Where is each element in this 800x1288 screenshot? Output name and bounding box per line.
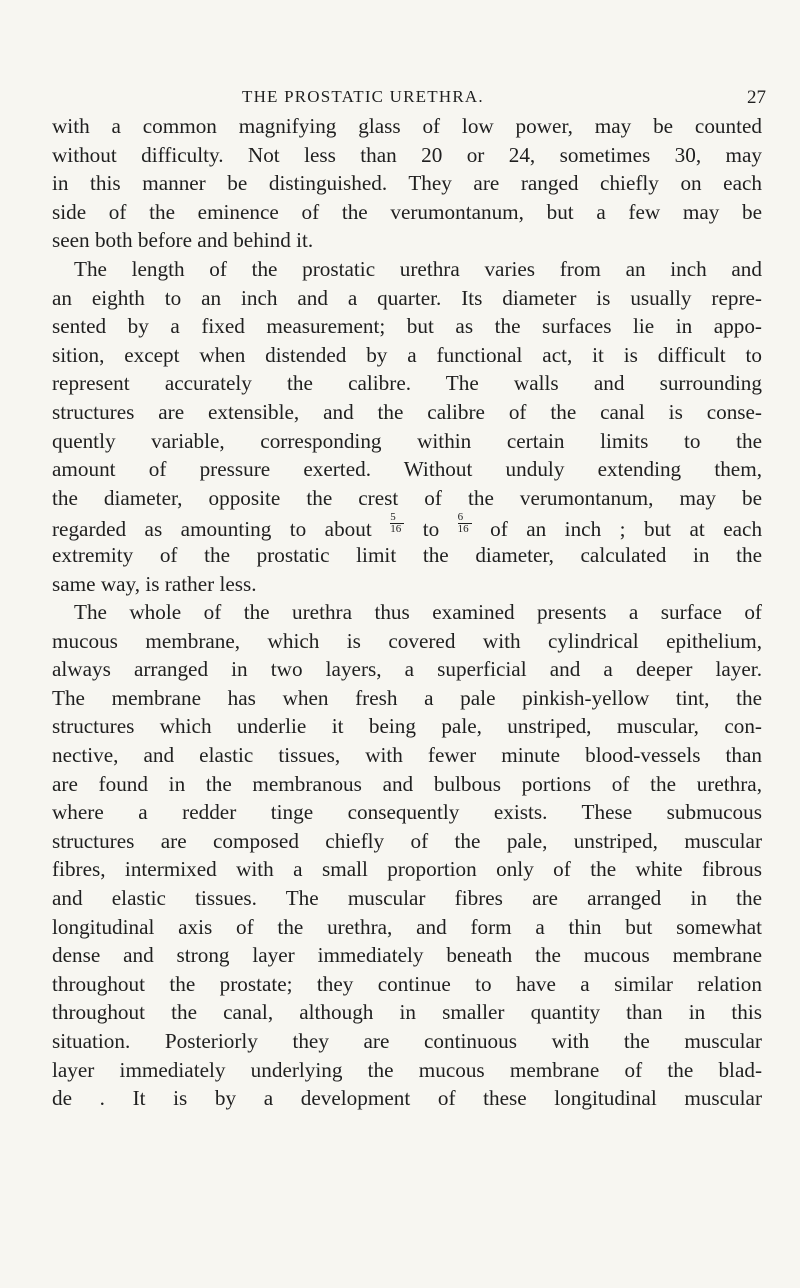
fraction-line-tail: of an inch ; but at each [490,517,762,541]
fraction-numerator: 5 [390,512,396,524]
fraction-denominator: 16 [390,523,404,535]
text-line: mucous membrane, which is covered with cylindrical epithelium, [52,628,762,653]
fraction-line-lead: regarded as amounting to about [52,517,372,541]
text-line: same way, is rather less. [52,571,257,596]
running-head [52,87,792,111]
text-line: the diameter, opposite the crest of the verumontanum, may be [52,485,762,510]
body-text [52,112,762,1113]
text-line: in this manner be distinguished. They are ranged chiefly on each [52,171,762,196]
text-line: extremity of the prostatic limit the diameter, calculated in the [52,542,762,567]
text-line: represent accurately the calibre. The walls and surrounding [52,371,762,396]
text-line: structures are composed chiefly of the pale, unstriped, muscular [52,828,762,853]
text-line: nective, and elastic tissues, with fewer minute blood-vessels than [52,743,762,768]
text-line: without difficulty. Not less than 20 or 24, sometimes 30, may [52,142,762,167]
text-line: situation. Posteriorly they are continuous with the muscular [52,1029,762,1053]
text-line: with a common magnifying glass of low power, may be counted [52,114,762,138]
text-line: seen both before and behind it. [52,228,314,253]
paragraph-start-line: The length of the prostatic urethra varies from an inch and [74,256,762,281]
text-line: side of the eminence of the verumontanum, but a few may be [52,199,762,224]
text-line: amount of pressure exerted. Without unduly extending them, [52,457,762,482]
fraction-denominator: 16 [458,523,472,535]
text-line: structures are extensible, and the calibre of the canal is conse- [52,399,762,424]
fraction-six-sixteenths [458,512,472,535]
text-line: and elastic tissues. The muscular fibres are arranged in the [52,886,762,911]
text-line: quently variable, corresponding within certain limits to the [52,428,762,453]
fraction-line [52,512,762,541]
text-line: dense and strong layer immediately beneath the mucous membrane [52,943,762,968]
text-line: The membrane has when fresh a pale pinkish-yellow tint, the [52,685,762,710]
running-title: THE PROSTATIC URETHRA. [242,87,484,106]
text-line: layer immediately underlying the mucous membrane of the blad- [52,1057,762,1082]
text-line: sented by a fixed measurement; but as the surfaces lie in appo- [52,314,762,339]
text-line: structures which underlie it being pale, unstriped, muscular, con- [52,714,762,739]
text-line: throughout the canal, although in smaller quantity than in this [52,1000,762,1025]
text-line: longitudinal axis of the urethra, and form a thin but somewhat [52,914,762,939]
text-line: where a redder tinge consequently exists. These submucous [52,800,762,825]
text-line: always arranged in two layers, a superficial and a deeper layer. [52,657,762,682]
text-line: de . It is by a development of these longitudinal muscular [52,1086,762,1111]
text-line: are found in the membranous and bulbous portions of the urethra, [52,771,762,796]
text-line: an eighth to an inch and a quarter. Its diameter is usually repre- [52,285,762,310]
paragraph-start-line: The whole of the urethra thus examined presents a surface of [74,600,762,625]
fraction-numerator: 6 [457,512,464,524]
fraction-between: to [422,517,440,541]
fraction-five-sixteenths [390,512,404,535]
page-number: 27 [747,87,766,108]
text-line: fibres, intermixed with a small proportion only of the white fibrous [52,857,762,882]
text-line: throughout the prostate; they continue to have a similar relation [52,971,762,996]
text-line: sition, except when distended by a functional act, it is difficult to [52,342,762,367]
